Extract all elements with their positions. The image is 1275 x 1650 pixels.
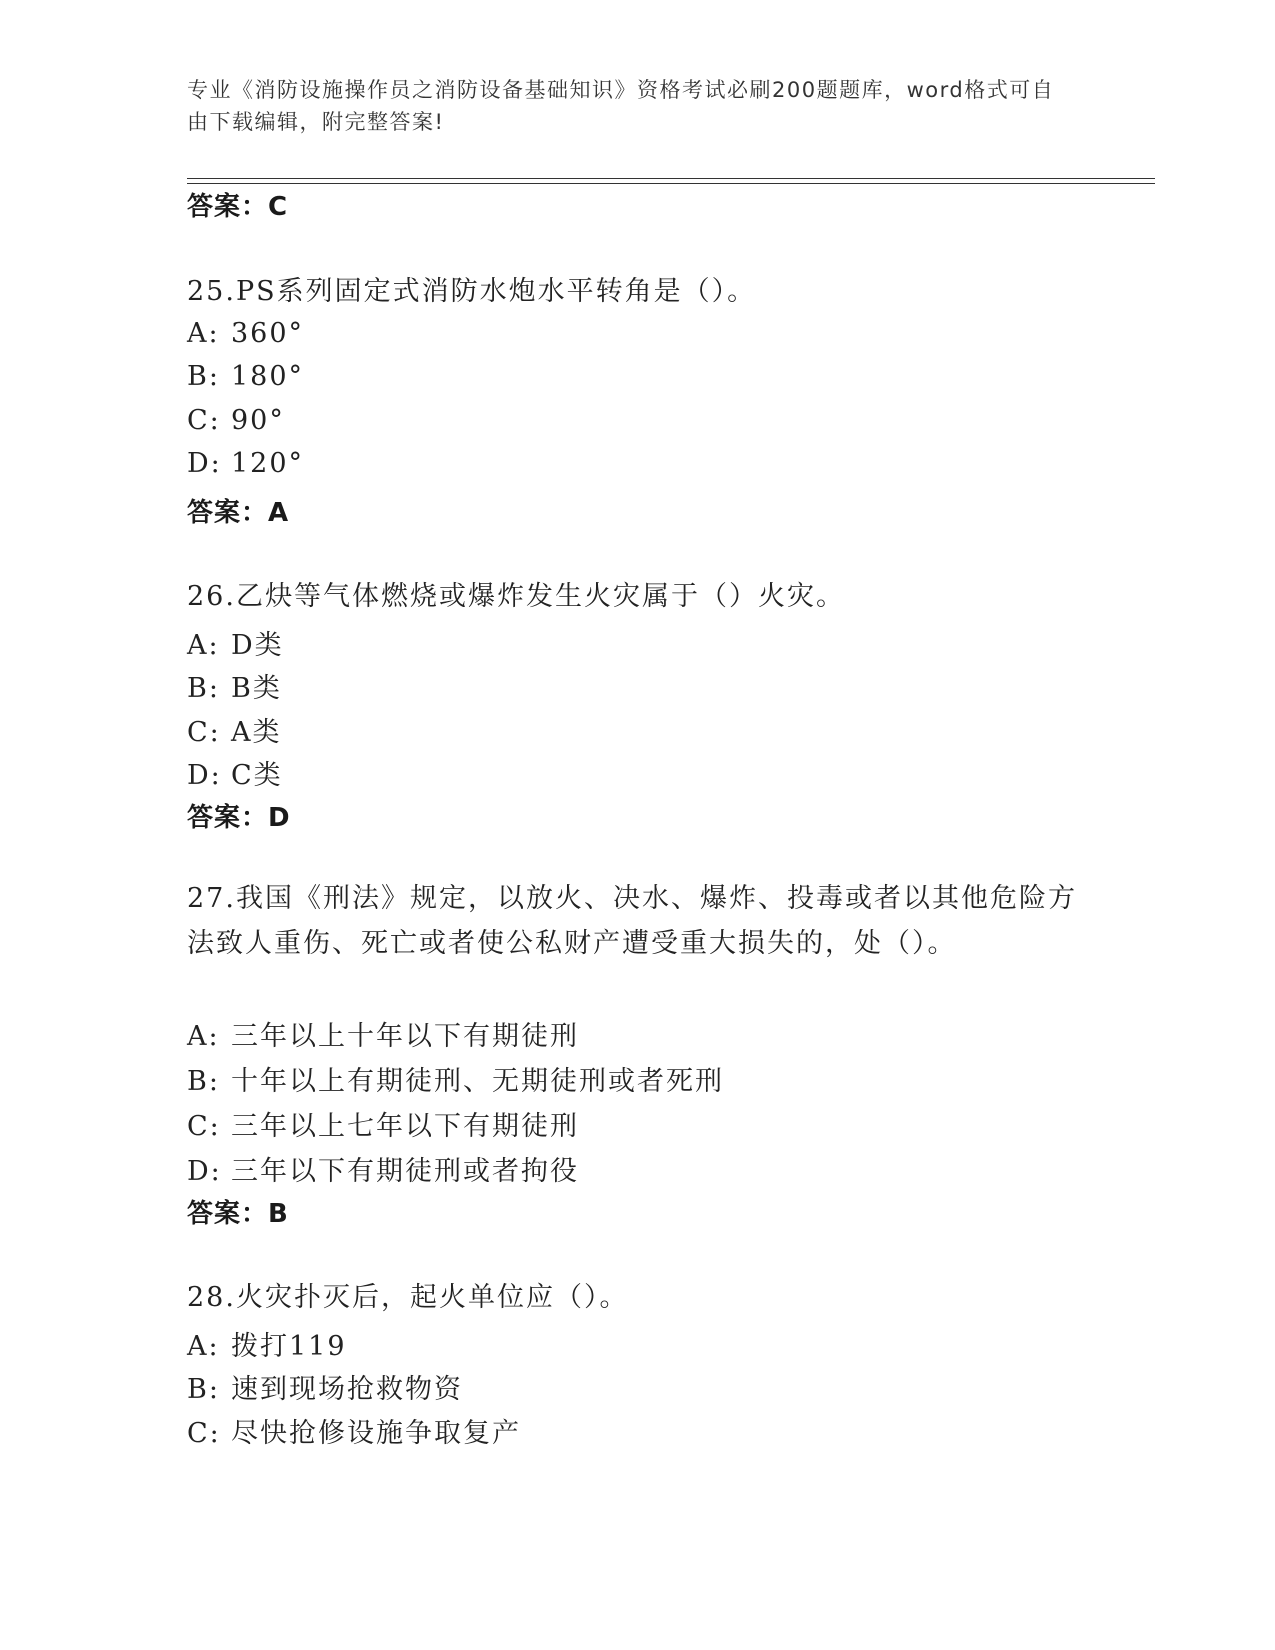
option-label: D: (187, 448, 222, 479)
answer-value: C (268, 192, 289, 222)
option-text: 360° (231, 318, 305, 349)
question-28-text: 28.火灾扑灭后，起火单位应（）。 (187, 1282, 629, 1313)
question-25-option-a (187, 318, 304, 349)
option-text: A类 (231, 717, 282, 748)
question-26-option-d (187, 753, 283, 792)
option-label: C: (187, 1418, 221, 1449)
option-text: 三年以上七年以下有期徒刑 (231, 1111, 579, 1142)
option-label: C: (187, 405, 221, 436)
header-rule-top (187, 178, 1155, 179)
question-26-option-c (187, 710, 282, 749)
question-28-option-a (187, 1324, 347, 1363)
option-label: C: (187, 1111, 221, 1142)
answer-value: B (268, 1199, 289, 1229)
option-text: 三年以下有期徒刑或者拘役 (231, 1156, 579, 1187)
question-26-option-a (187, 623, 284, 662)
option-label: B: (187, 1066, 220, 1097)
answer-label: 答案： (187, 498, 269, 528)
question-25-option-b (187, 361, 304, 392)
question-26-answer (187, 797, 291, 834)
question-27-option-c (187, 1104, 579, 1143)
question-27-option-d (187, 1149, 579, 1188)
question-27-option-b (187, 1059, 724, 1098)
answer-value: A (268, 498, 290, 528)
answer-label: 答案： (187, 192, 269, 222)
option-label: A: (187, 630, 220, 661)
option-label: A: (187, 1331, 220, 1362)
question-25-answer (187, 492, 289, 529)
question-27-text: 27.我国《刑法》规定，以放火、决水、爆炸、投毒或者以其他危险方法致人重伤、死亡或者使公私财产遭受重大损失的，处（）。 (187, 883, 1077, 959)
header-rule-bottom (187, 183, 1155, 184)
option-text: 90° (231, 405, 285, 436)
option-label: C: (187, 717, 221, 748)
option-text: 速到现场抢救物资 (231, 1374, 463, 1405)
option-label: D: (187, 760, 222, 791)
question-26-option-b (187, 666, 282, 705)
page-header: 专业《消防设施操作员之消防设备基础知识》资格考试必刷200题题库，word格式可自由下载编辑，附完整答案! (187, 78, 1055, 134)
question-25-option-c (187, 405, 285, 436)
option-text: 120° (231, 448, 305, 479)
question-25-text: 25.PS系列固定式消防水炮水平转角是（）。 (187, 276, 757, 307)
answer-line-24 (187, 186, 288, 223)
option-text: D类 (231, 630, 284, 661)
option-text: C类 (231, 760, 283, 791)
option-text: 尽快抢修设施争取复产 (231, 1418, 521, 1449)
option-text: B类 (231, 673, 282, 704)
option-text: 三年以上十年以下有期徒刑 (231, 1021, 579, 1052)
answer-value: D (268, 803, 291, 833)
option-label: D: (187, 1156, 222, 1187)
question-28-option-b (187, 1367, 463, 1406)
question-27-option-a (187, 1014, 579, 1053)
question-26-text: 26.乙炔等气体燃烧或爆炸发生火灾属于（）火灾。 (187, 581, 845, 612)
option-text: 180° (231, 361, 305, 392)
option-text: 十年以上有期徒刑、无期徒刑或者死刑 (231, 1066, 724, 1097)
question-25-option-d (187, 448, 304, 479)
question-27-answer (187, 1193, 289, 1230)
option-label: B: (187, 1374, 220, 1405)
option-text: 拨打119 (231, 1331, 347, 1362)
option-label: B: (187, 361, 220, 392)
answer-label: 答案： (187, 1199, 269, 1229)
question-28-option-c (187, 1411, 521, 1450)
answer-label: 答案： (187, 803, 269, 833)
option-label: A: (187, 1021, 220, 1052)
option-label: A: (187, 318, 220, 349)
option-label: B: (187, 673, 220, 704)
